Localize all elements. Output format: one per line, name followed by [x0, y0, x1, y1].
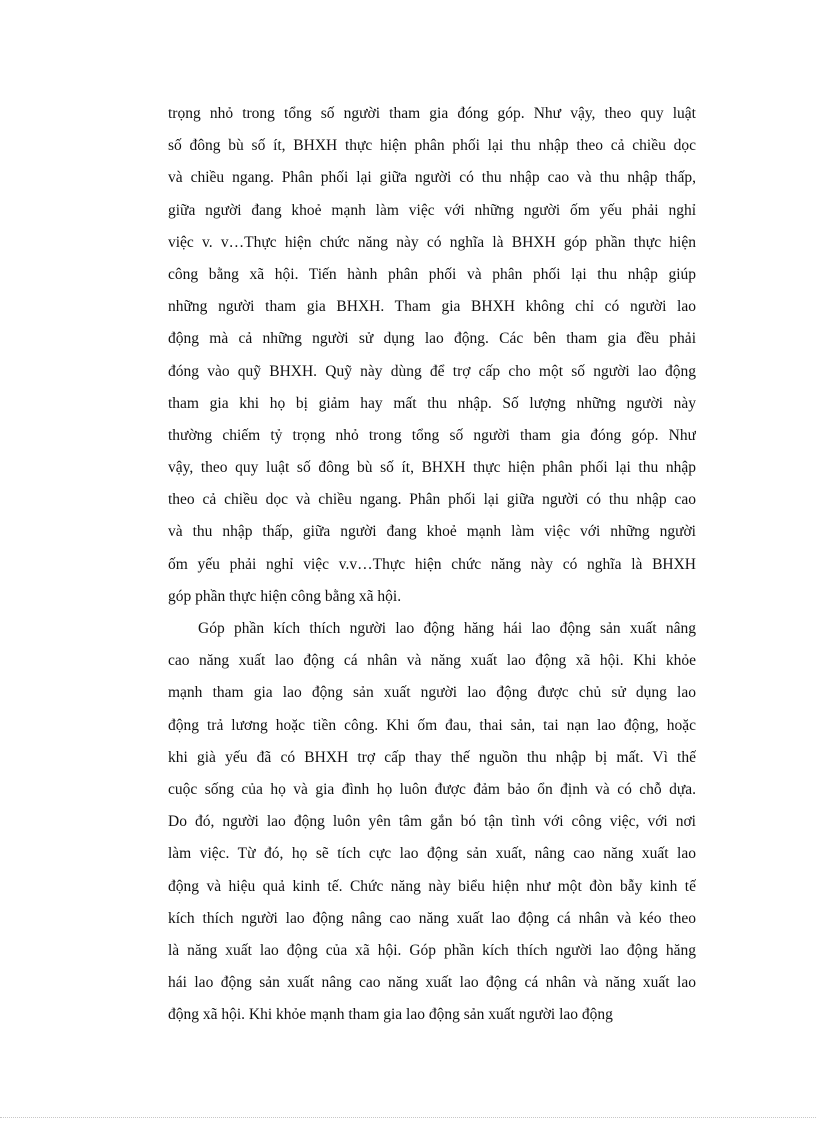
text-line: mạnh tham gia lao động sản xuất người lao động được chủ sử dụng lao: [168, 684, 696, 702]
text-line: khi già yếu đã có BHXH trợ cấp thay thế nguồn thu nhập bị mất. Vì thế: [168, 748, 696, 766]
text-line: vậy, theo quy luật số đông bù số ít, BHXH thực hiện phân phối lại thu nhập: [168, 459, 696, 477]
text-line: động mà cả những người sử dụng lao động. Các bên tham gia đều phải: [168, 330, 696, 348]
text-line: cao năng xuất lao động cá nhân và năng xuất lao động xã hội. Khi khỏe: [168, 652, 696, 670]
text-line: hái lao động sản xuất nâng cao năng xuất lao động cá nhân và năng xuất lao: [168, 974, 696, 992]
text-line: những người tham gia BHXH. Tham gia BHXH không chỉ có người lao: [168, 298, 696, 316]
text-line: góp phần thực hiện công bằng xã hội.: [168, 587, 402, 605]
text-line: động xã hội. Khi khỏe mạnh tham gia lao động sản xuất người lao động: [168, 1006, 613, 1024]
text-line: ốm yếu phải nghỉ việc v.v…Thực hiện chức năng này có nghĩa là BHXH: [168, 555, 696, 573]
text-line: thường chiếm tỷ trọng nhỏ trong tổng số người tham gia đóng góp. Như: [168, 426, 696, 444]
paragraph-first-line: Góp phần kích thích người lao động hăng hái lao động sản xuất nâng: [198, 620, 696, 637]
text-line: số đông bù số ít, BHXH thực hiện phân phối lại thu nhập theo cả chiều dọc: [168, 137, 696, 155]
text-line: trọng nhỏ trong tổng số người tham gia đóng góp. Như vậy, theo quy luật: [168, 105, 696, 122]
text-line: công bằng xã hội. Tiến hành phân phối và phân phối lại thu nhập giúp: [168, 265, 696, 283]
text-line: giữa người đang khoẻ mạnh làm việc với những người ốm yếu phải nghỉ: [168, 201, 696, 219]
text-line: đóng vào quỹ BHXH. Quỹ này dùng để trợ cấp cho một số người lao động: [168, 362, 696, 380]
text-line: tham gia khi họ bị giảm hay mất thu nhập. Số lượng những người này: [168, 394, 696, 412]
text-line: động và hiệu quả kinh tế. Chức năng này biểu hiện như một đòn bẫy kinh tế: [168, 877, 696, 895]
text-line: cuộc sống của họ và gia đình họ luôn được đảm bảo ổn định và có chỗ dựa.: [168, 780, 696, 798]
text-line: kích thích người lao động nâng cao năng xuất lao động cá nhân và kéo theo: [168, 909, 696, 927]
text-line: Do đó, người lao động luôn yên tâm gắn bó tận tình với công việc, với nơi: [168, 813, 696, 831]
text-line: làm việc. Từ đó, họ sẽ tích cực lao động sản xuất, nâng cao năng xuất lao: [168, 845, 696, 863]
body-text: [168, 98, 696, 1031]
text-line: là năng xuất lao động của xã hội. Góp phần kích thích người lao động hăng: [168, 941, 696, 959]
text-line: và thu nhập thấp, giữa người đang khoẻ mạnh làm việc với những người: [168, 523, 696, 541]
text-line: theo cả chiều dọc và chiều ngang. Phân phối lại giữa người có thu nhập cao: [168, 491, 696, 509]
text-line: và chiều ngang. Phân phối lại giữa người có thu nhập cao và thu nhập thấp,: [168, 169, 696, 187]
text-line: động trả lương hoặc tiền công. Khi ốm đau, thai sản, tai nạn lao động, hoặc: [168, 716, 696, 734]
text-line: việc v. v…Thực hiện chức năng này có nghĩa là BHXH góp phần thực hiện: [168, 233, 696, 251]
page-bottom-divider: [0, 1117, 816, 1118]
